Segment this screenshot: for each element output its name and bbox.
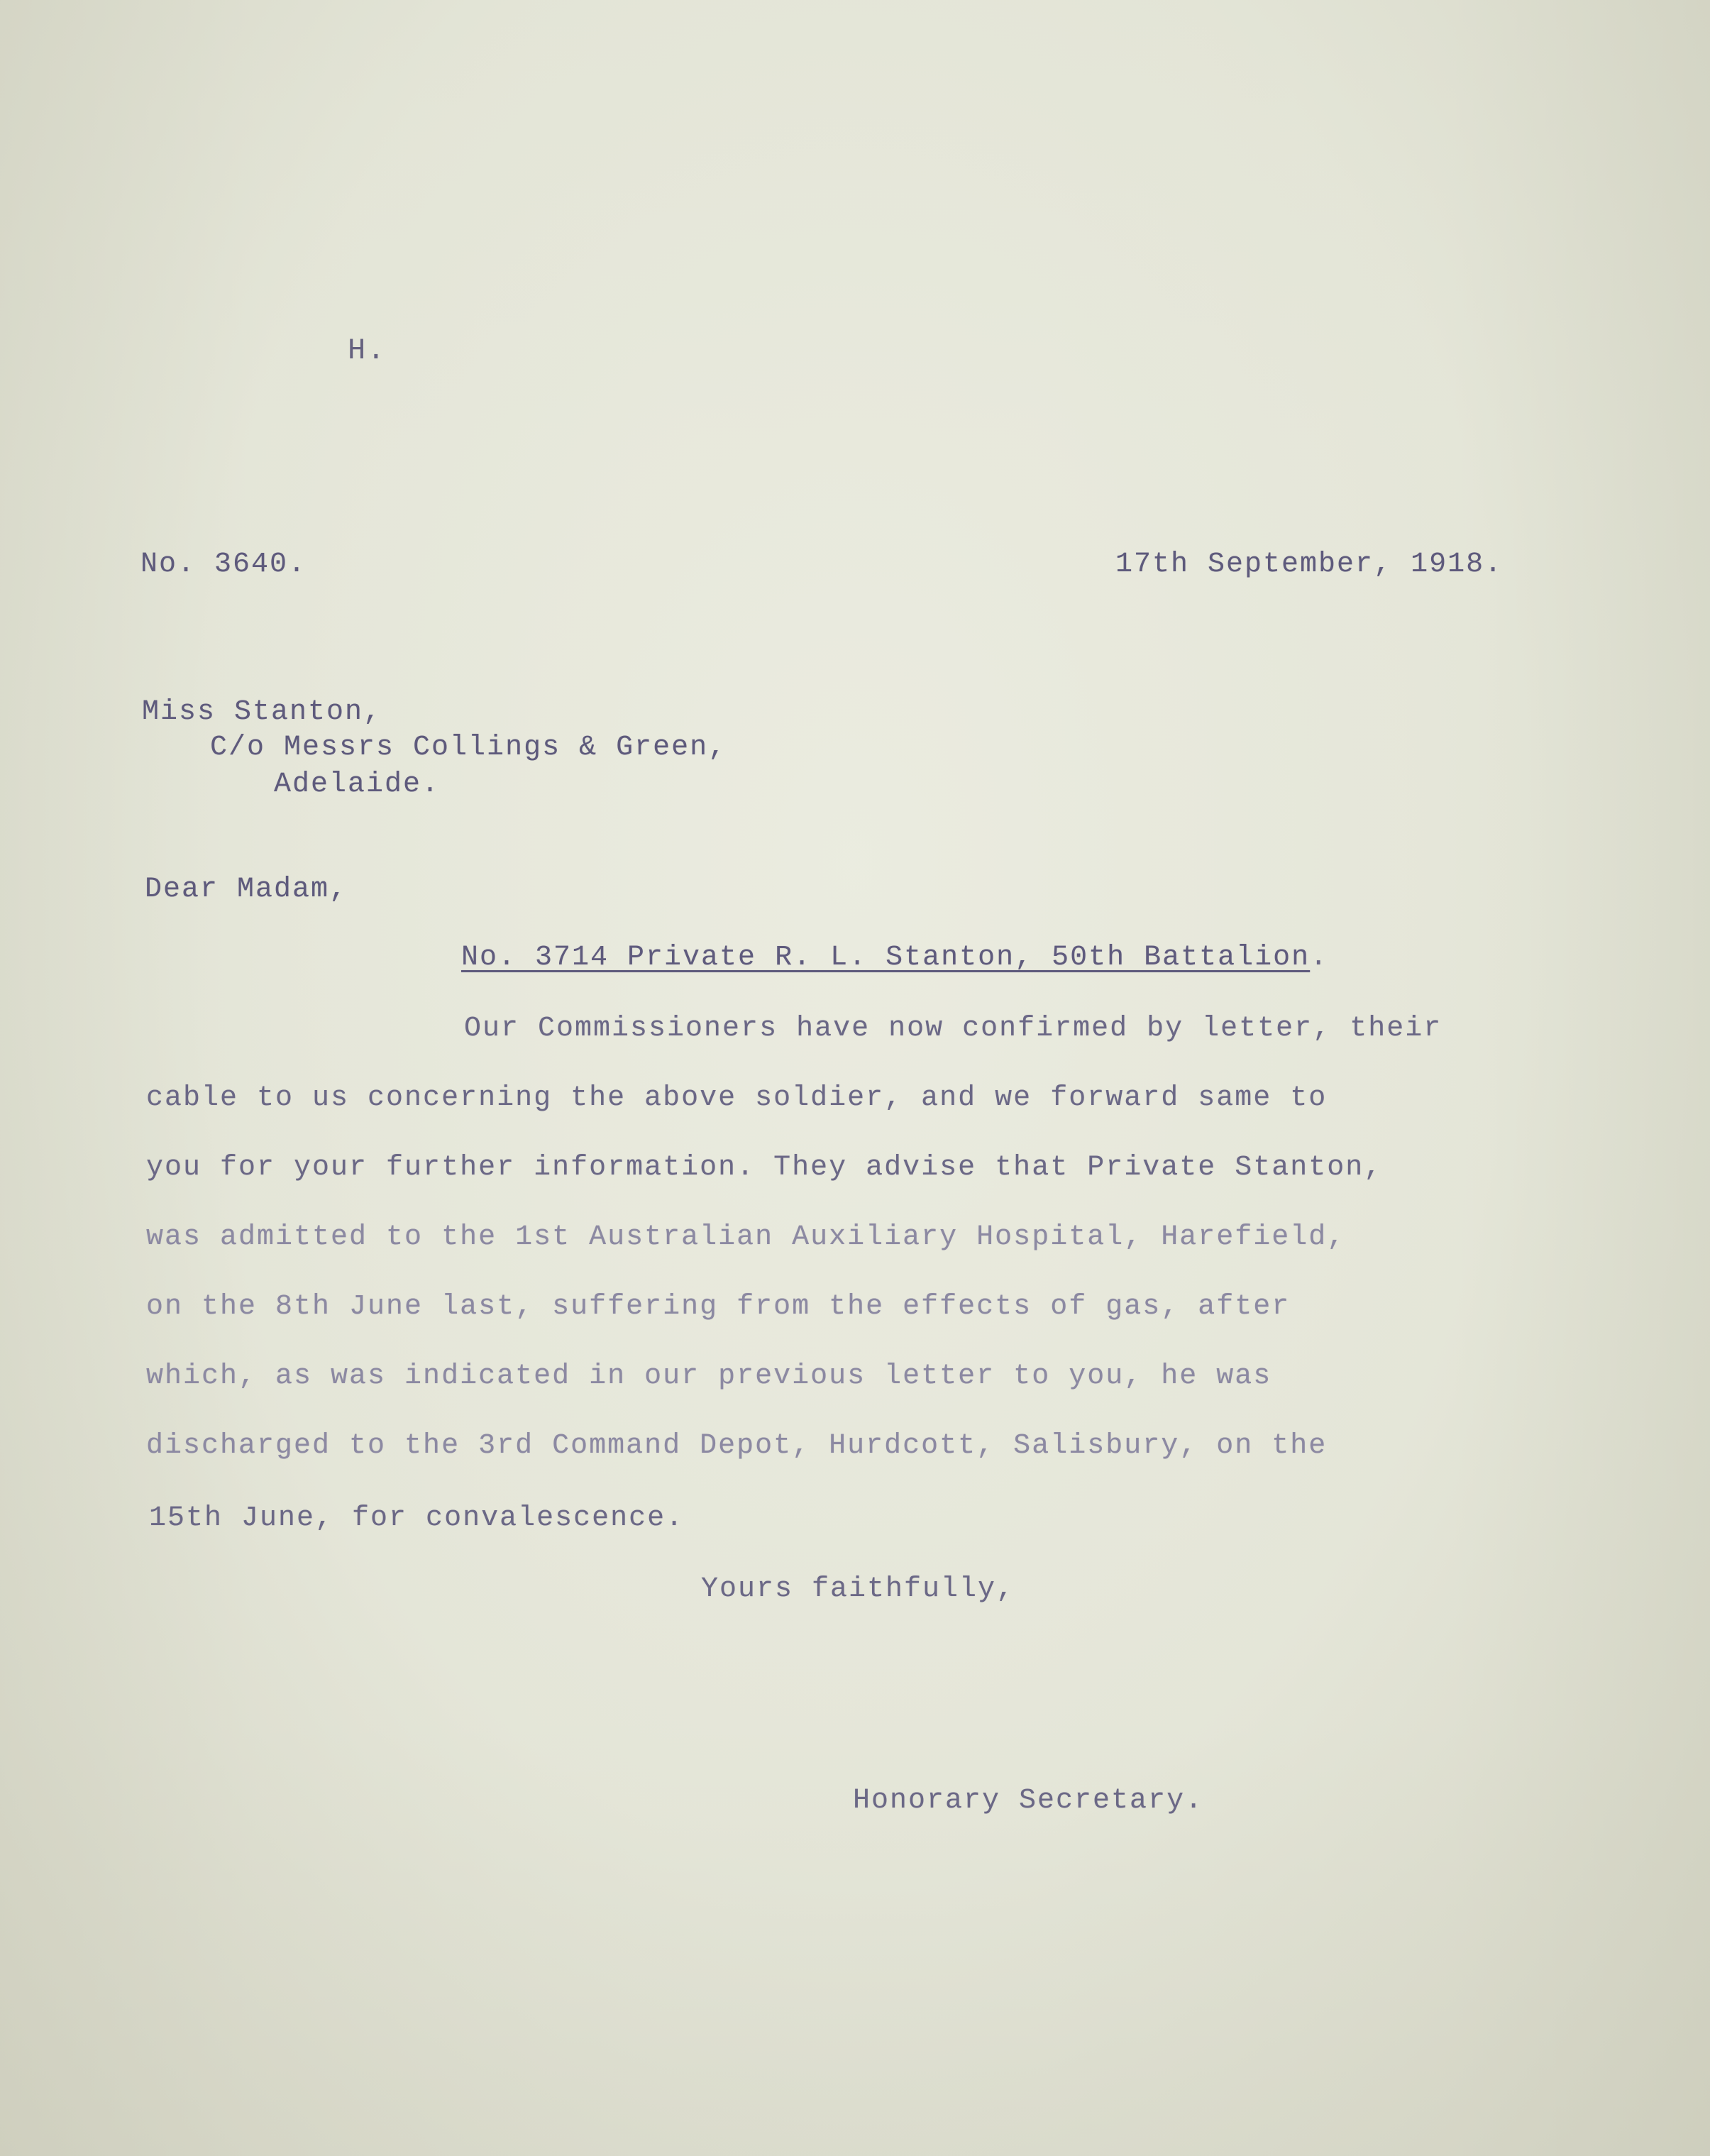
recipient-name: Miss Stanton, — [142, 696, 382, 728]
body-line-6: which, as was indicated in our previous letter to you, he was — [146, 1360, 1272, 1392]
reference-number: No. 3640. — [140, 549, 307, 581]
file-mark: H. — [348, 334, 387, 368]
body-line-1: Our Commissioners have now confirmed by letter, their — [464, 1013, 1443, 1045]
closing: Yours faithfully, — [701, 1573, 1015, 1605]
signature-title: Honorary Secretary. — [853, 1785, 1204, 1817]
body-line-2: cable to us concerning the above soldier, and we forward same to — [146, 1082, 1328, 1114]
salutation: Dear Madam, — [145, 874, 348, 906]
subject-period: . — [1310, 942, 1329, 974]
subject-text: No. 3714 Private R. L. Stanton, 50th Battalion — [461, 942, 1311, 974]
subject-line — [461, 941, 1328, 975]
body-line-5: on the 8th June last, suffering from the effects of gas, after — [146, 1291, 1291, 1323]
body-line-8: 15th June, for convalescence. — [149, 1502, 685, 1534]
recipient-city: Adelaide. — [274, 769, 441, 801]
body-line-7: discharged to the 3rd Command Depot, Hurdcott, Salisbury, on the — [146, 1430, 1328, 1462]
letter-date: 17th September, 1918. — [1115, 549, 1504, 581]
body-line-3: you for your further information. They advise that Private Stanton, — [146, 1152, 1383, 1184]
recipient-care-of: C/o Messrs Collings & Green, — [210, 732, 727, 764]
body-line-4: was admitted to the 1st Australian Auxiliary Hospital, Harefield, — [146, 1221, 1346, 1253]
